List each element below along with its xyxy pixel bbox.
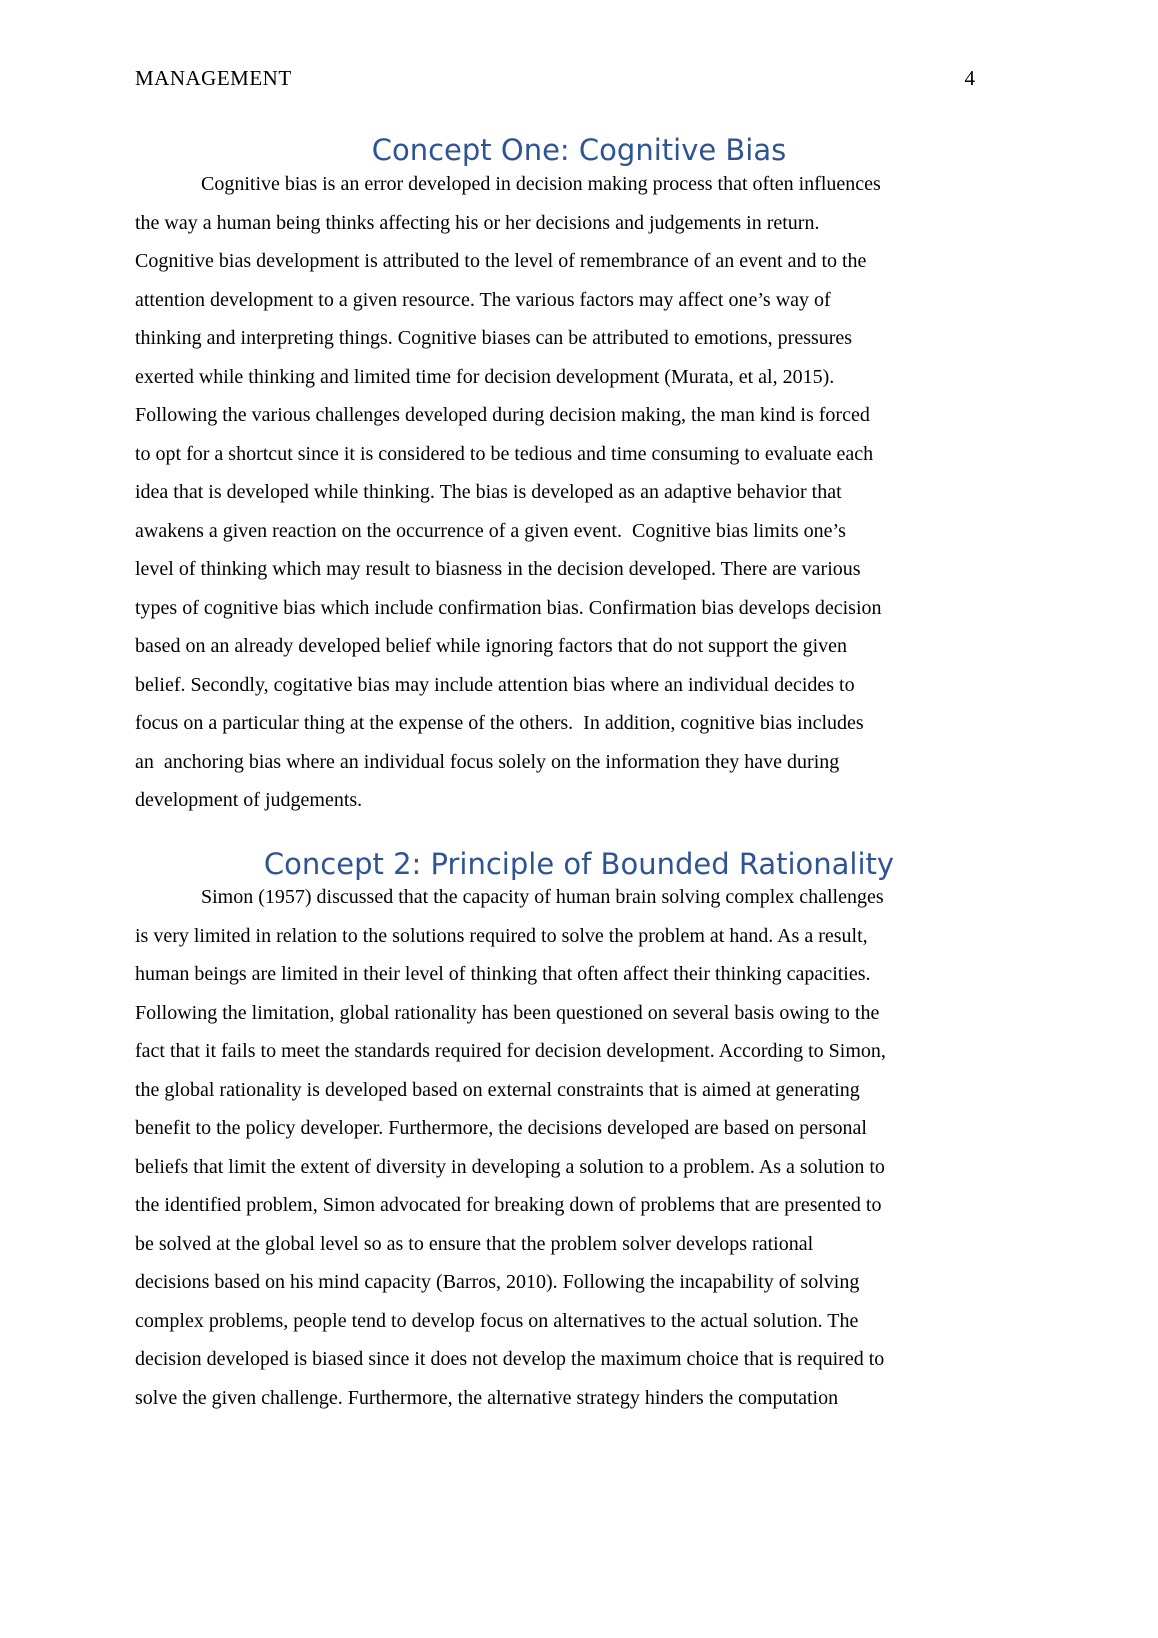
text-line: types of cognitive bias which include confirmation bias. Confirmation bias develops decision (135, 596, 882, 619)
text-line: Simon (1957) discussed that the capacity of human brain solving complex challenges (201, 886, 884, 908)
paragraph-cognitive-bias (135, 165, 1035, 820)
text-line: belief. Secondly, cogitative bias may include attention bias where an individual decides to (135, 673, 855, 696)
text-line: solve the given challenge. Furthermore, the alternative strategy hinders the computation (135, 1386, 839, 1409)
text-line: awakens a given reaction on the occurrence of a given event. Cognitive bias limits one’s (135, 519, 846, 542)
text-line: human beings are limited in their level of thinking that often affect their thinking capacities. (135, 963, 871, 985)
text-line: the identified problem, Simon advocated for breaking down of problems that are presented to (135, 1194, 882, 1216)
text-line: level of thinking which may result to biasness in the decision developed. There are various (135, 558, 861, 580)
text-line: thinking and interpreting things. Cognitive biases can be attributed to emotions, pressures (135, 327, 853, 349)
text-line: Cognitive bias development is attributed to the level of remembrance of an event and to the (135, 250, 867, 272)
text-line: focus on a particular thing at the expense of the others. In addition, cognitive bias includes (135, 712, 864, 734)
text-line: based on an already developed belief while ignoring factors that do not support the given (135, 635, 848, 657)
section-heading-bounded-rationality: Concept 2: Principle of Bounded Rationality (263, 847, 895, 881)
text-line: the global rationality is developed based on external constraints that is aimed at generating (135, 1078, 860, 1101)
text-line: fact that it fails to meet the standards required for decision development. According to Simon, (135, 1040, 886, 1062)
text-line: the way a human being thinks affecting his or her decisions and judgements in return. (135, 211, 820, 234)
running-head: MANAGEMENT (135, 66, 292, 90)
text-line: Following the limitation, global rationality has been questioned on several basis owing to the (135, 1001, 880, 1024)
text-line: is very limited in relation to the solutions required to solve the problem at hand. As a result, (135, 924, 868, 947)
text-line: decisions based on his mind capacity (Barros, 2010). Following the incapability of solving (135, 1271, 860, 1293)
text-line: an anchoring bias where an individual focus solely on the information they have during (135, 750, 840, 773)
text-line: attention development to a given resource. The various factors may affect one’s way of (135, 288, 831, 311)
text-line: development of judgements. (135, 789, 363, 811)
text-line: decision developed is biased since it does not develop the maximum choice that is required to (135, 1348, 885, 1370)
paragraph-bounded-rationality (135, 878, 1035, 1417)
section-heading-cognitive-bias: Concept One: Cognitive Bias (371, 133, 787, 167)
text-line: to opt for a shortcut since it is considered to be tedious and time consuming to evaluate each (135, 442, 874, 465)
page-number: 4 (964, 66, 975, 90)
text-line: Following the various challenges developed during decision making, the man kind is forced (135, 404, 870, 426)
text-line: benefit to the policy developer. Furthermore, the decisions developed are based on personal (135, 1117, 867, 1139)
text-line: idea that is developed while thinking. The bias is developed as an adaptive behavior that (135, 481, 842, 503)
text-line: Cognitive bias is an error developed in decision making process that often influences (201, 173, 881, 195)
text-line: be solved at the global level so as to ensure that the problem solver develops rational (135, 1232, 814, 1255)
text-line: beliefs that limit the extent of diversity in developing a solution to a problem. As a solution to (135, 1155, 885, 1178)
text-line: exerted while thinking and limited time for decision development (Murata, et al, 2015). (135, 365, 835, 388)
text-line: complex problems, people tend to develop focus on alternatives to the actual solution. The (135, 1309, 859, 1332)
